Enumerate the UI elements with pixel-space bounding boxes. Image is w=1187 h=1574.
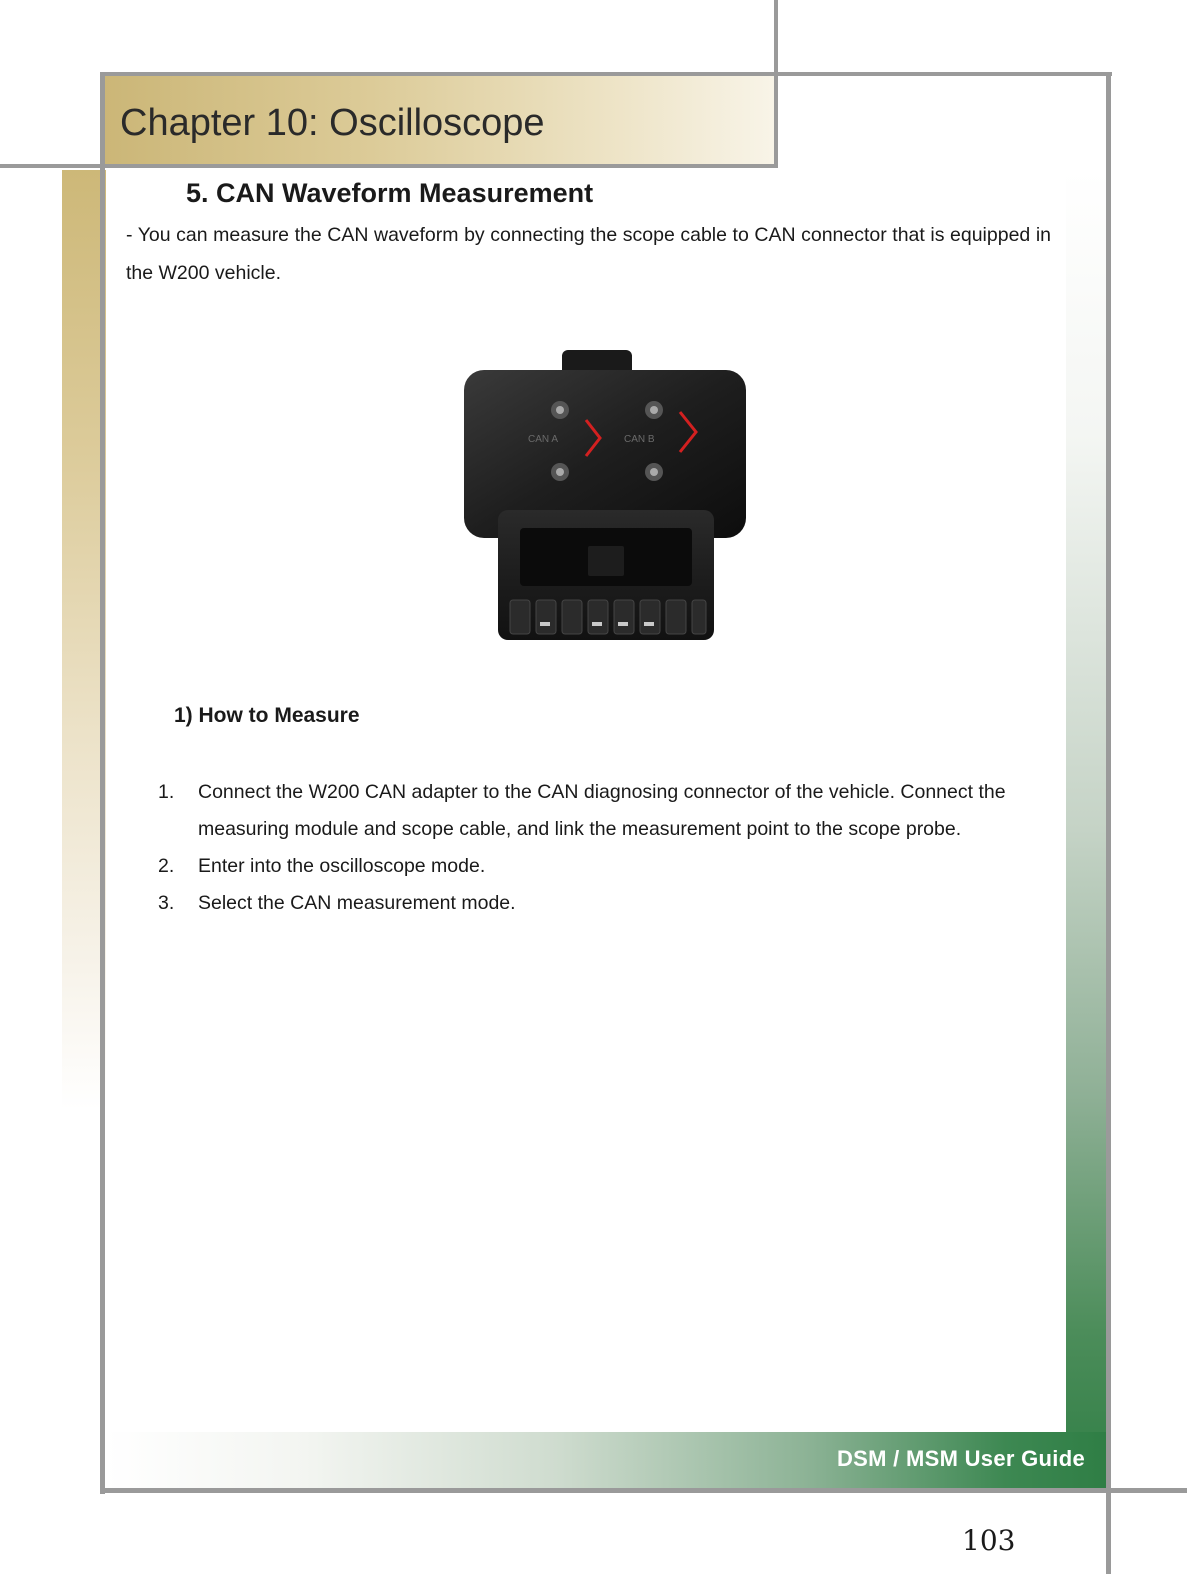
- footer-guide-label: DSM / MSM User Guide: [836, 1446, 1085, 1471]
- chapter-title: Chapter 10: Oscilloscope: [120, 102, 545, 144]
- step-text: Enter into the oscilloscope mode.: [198, 855, 486, 877]
- can-b-label: CAN B: [624, 434, 655, 445]
- list-item: [158, 848, 1058, 885]
- measurement-steps-list: [158, 774, 1058, 922]
- can-adapter-figure: [458, 350, 758, 650]
- list-item: [158, 774, 1058, 848]
- section-title: 5. CAN Waveform Measurement: [186, 178, 594, 208]
- step-text: Select the CAN measurement mode.: [198, 892, 516, 914]
- step-number: 2.: [158, 855, 175, 877]
- step-number: 3.: [158, 892, 175, 914]
- frame-bottom-line: [100, 1488, 1187, 1493]
- header-vertical-line: [774, 0, 778, 168]
- section-intro: - You can measure the CAN waveform by connecting the scope cable to CAN connector that is equipped in the W200 vehicle.: [126, 224, 1051, 284]
- can-adapter-connector-icon: [458, 350, 758, 650]
- page-number: 103: [962, 1524, 1016, 1557]
- can-a-label: CAN A: [528, 434, 559, 445]
- frame-left-line: [100, 72, 105, 1494]
- how-to-measure-title: 1) How to Measure: [174, 704, 360, 727]
- right-green-accent-bar: [1066, 170, 1106, 1490]
- header-separator-line: [0, 164, 778, 168]
- step-number: 1.: [158, 781, 175, 803]
- step-text: Connect the W200 CAN adapter to the CAN diagnosing connector of the vehicle. Connect the measuring module and scope cable, and link the measurement point to the scope probe.: [198, 781, 1006, 840]
- list-item: [158, 885, 1058, 922]
- frame-top-line: [102, 72, 1112, 76]
- frame-right-line: [1106, 72, 1111, 1574]
